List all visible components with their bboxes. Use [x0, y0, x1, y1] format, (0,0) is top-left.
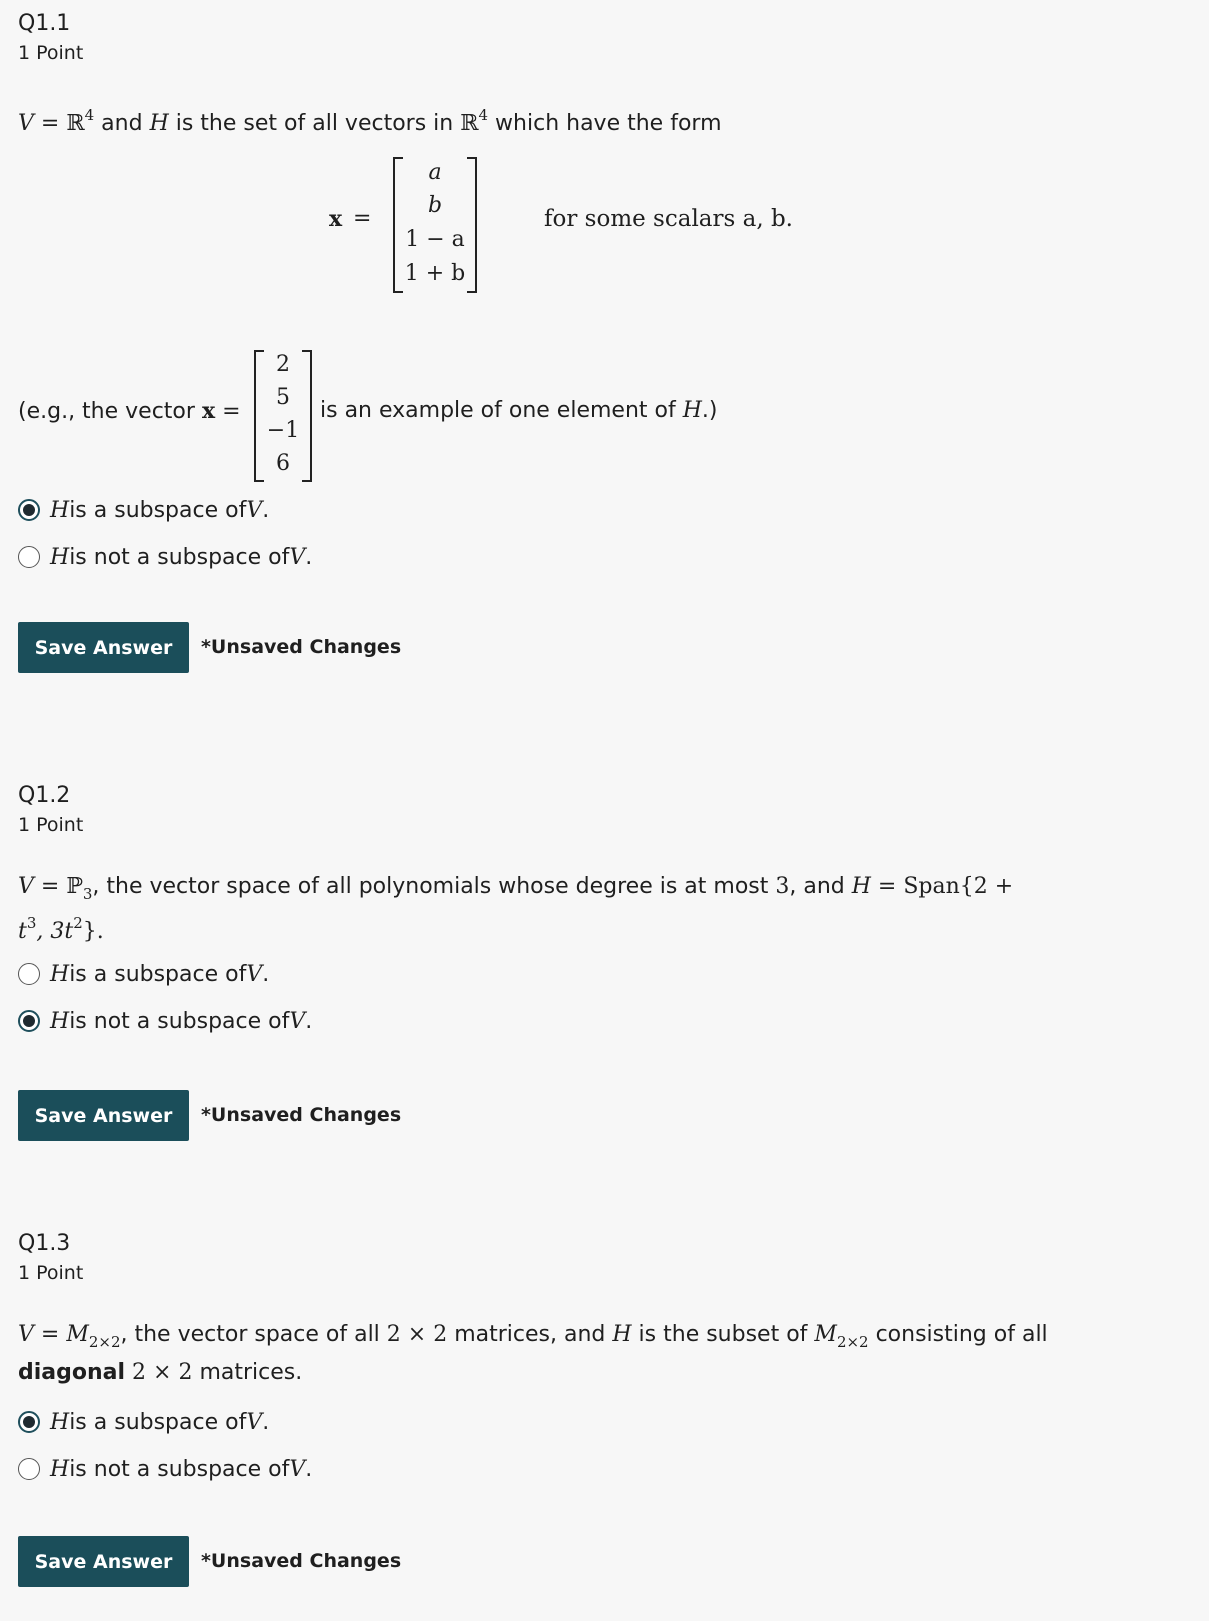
- matrix-entry: 1 − a: [405, 227, 465, 252]
- question-points: 1 Point: [18, 814, 84, 836]
- example-vector-matrix: [254, 350, 312, 482]
- matrix-entry: b: [427, 193, 443, 218]
- save-answer-button[interactable]: Save Answer: [18, 622, 189, 673]
- question-points: 1 Point: [18, 1262, 84, 1284]
- question-title: Q1.2: [18, 783, 71, 808]
- unsaved-changes-label: *Unsaved Changes: [201, 636, 402, 658]
- question-statement: V = ℙ$_3$, the vector space of all polynomials whose degree is at most 3, and H = Span{2 +: [18, 874, 1014, 903]
- matrix-entry: 5: [276, 385, 290, 410]
- question-1-2: [18, 782, 1168, 1142]
- radio-button[interactable]: [18, 499, 40, 521]
- option-is-not-subspace[interactable]: H is not a subspace of V .: [18, 541, 312, 573]
- option-is-subspace[interactable]: H is a subspace of V .: [18, 958, 269, 990]
- matrix-entry: 1 + b: [404, 261, 466, 286]
- question-statement-line-2: diagonal 2 × 2 matrices.: [18, 1360, 303, 1385]
- question-statement-line-2: $t^3$, $3t^2$}.: [18, 914, 104, 944]
- save-answer-button[interactable]: Save Answer: [18, 1090, 189, 1141]
- option-is-not-subspace[interactable]: H is not a subspace of V .: [18, 1005, 312, 1037]
- unsaved-changes-label: *Unsaved Changes: [201, 1104, 402, 1126]
- matrix-entry: a: [428, 160, 442, 185]
- option-is-subspace[interactable]: H is a subspace of V .: [18, 494, 269, 526]
- option-is-not-subspace[interactable]: H is not a subspace of V .: [18, 1453, 312, 1485]
- question-1-1: Q1.1 1 Point V = ℝ$^4$ and H is the set of all vectors in ℝ$^4$ which have the form x = a b 1 − a 1 + b for some scalars a, b. (e.g., the vector x = 2 5 −1 6 is an example of one element of H.) H is a subspace of V . H is not a subspace of V . Save Answer *Unsaved Changes: [18, 10, 1168, 700]
- question-title: Q1.1: [18, 11, 71, 36]
- question-statement: V = ℝ$^4$ and H is the set of all vectors in ℝ$^4$ which have the form: [18, 106, 722, 136]
- save-answer-button[interactable]: Save Answer: [18, 1536, 189, 1587]
- matrix-entry: 6: [276, 451, 290, 476]
- unsaved-changes-label: *Unsaved Changes: [201, 1550, 402, 1572]
- radio-button[interactable]: [18, 1010, 40, 1032]
- radio-button[interactable]: [18, 1411, 40, 1433]
- matrix-entry: 2: [276, 352, 290, 377]
- form-vector-matrix: [393, 157, 477, 293]
- option-is-subspace[interactable]: H is a subspace of V .: [18, 1406, 269, 1438]
- form-suffix: for some scalars a, b.: [544, 206, 793, 232]
- question-points: 1 Point: [18, 42, 84, 64]
- radio-button[interactable]: [18, 963, 40, 985]
- radio-button[interactable]: [18, 1458, 40, 1480]
- radio-button[interactable]: [18, 546, 40, 568]
- question-1-3: [18, 1230, 1168, 1600]
- question-title: Q1.3: [18, 1231, 71, 1256]
- question-statement: $V = M_{2\times 2}$, the vector space of all 2 × 2 matrices, and H is the subset of $M_{2\times 2}$ consisting of all: [18, 1322, 1048, 1351]
- matrix-entry: −1: [266, 418, 300, 443]
